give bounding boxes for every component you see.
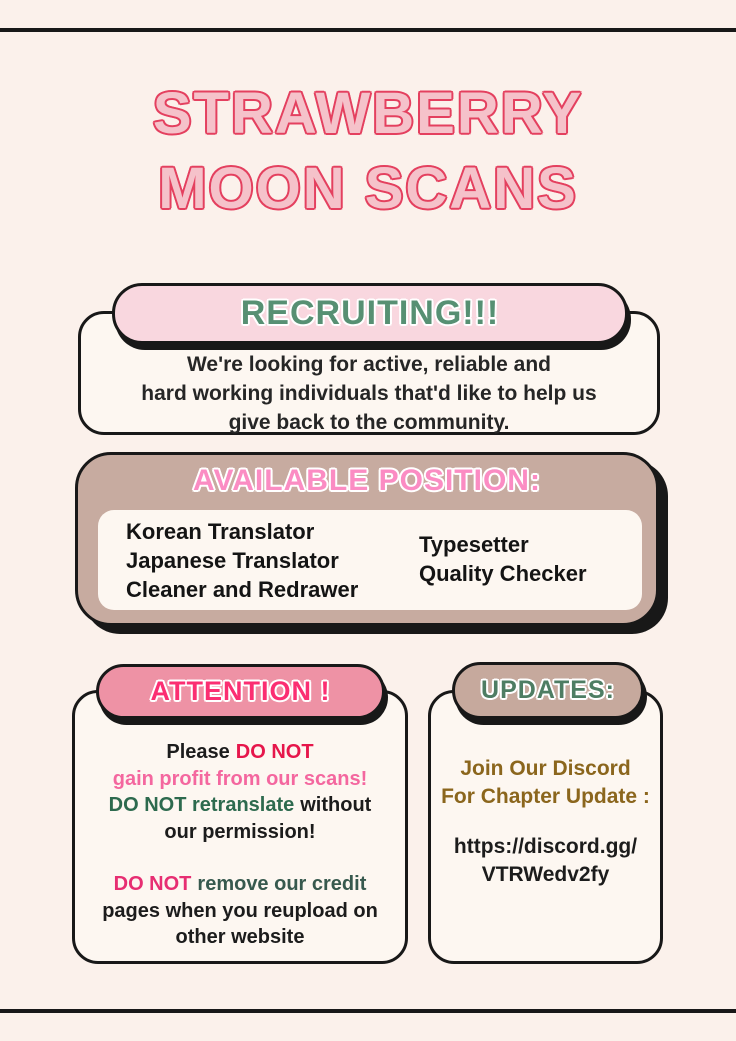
position-item: Korean Translator [126, 519, 315, 544]
top-divider [0, 28, 736, 32]
recruiting-body-line: give back to the community. [228, 411, 510, 434]
attention-do-not-retranslate: DO NOT retranslate [108, 794, 295, 816]
available-positions-card [75, 452, 659, 626]
discord-url-line: https://discord.gg/ [453, 835, 638, 858]
page-title-line1: STRAWBERRY [152, 81, 584, 146]
attention-body [75, 739, 405, 951]
page-title [0, 76, 736, 226]
discord-url [431, 833, 660, 889]
recruiting-banner-label: RECRUITING!!! [240, 294, 500, 332]
attention-line [75, 898, 405, 925]
positions-column-left [98, 510, 411, 610]
positions-panel [98, 510, 642, 610]
attention-line [75, 819, 405, 846]
position-item: Japanese Translator [126, 548, 339, 573]
recruiting-body-line: hard working individuals that'd like to help us [141, 382, 597, 405]
attention-card [72, 690, 408, 964]
bottom-divider [0, 1009, 736, 1013]
attention-line [75, 871, 405, 898]
updates-banner-label: UPDATES: [481, 676, 615, 704]
updates-body [431, 755, 660, 889]
recruiting-body-line: We're looking for active, reliable and [186, 353, 552, 376]
positions-column-right [411, 510, 587, 610]
position-item: Typesetter [419, 532, 529, 557]
paragraph-gap [75, 845, 405, 871]
attention-pages-line: pages when you reupload on [102, 899, 378, 922]
attention-banner [96, 664, 385, 719]
attention-our-permission: our permission! [164, 820, 316, 843]
attention-line [75, 924, 405, 951]
attention-gain-profit: gain profit from our scans! [112, 767, 368, 790]
attention-do-not-2: DO NOT [113, 873, 192, 895]
available-positions-title: AVAILABLE POSITION: [193, 464, 541, 497]
page-title-line2: MOON SCANS [158, 156, 578, 221]
attention-banner-label: ATTENTION ! [150, 676, 331, 706]
attention-line [75, 766, 405, 793]
discord-url-line: VTRWedv2fy [481, 863, 610, 886]
updates-discord-line: For Chapter Update : [441, 785, 650, 808]
attention-other-website: other website [175, 926, 305, 948]
attention-text-please: Please [166, 741, 230, 763]
position-item: Quality Checker [419, 561, 587, 586]
updates-discord-line: Join Our Discord [460, 757, 631, 780]
recruiting-body [81, 350, 657, 437]
attention-remove-credit: remove our credit [197, 873, 367, 895]
attention-line [75, 792, 405, 819]
updates-banner [452, 662, 644, 719]
attention-do-not-1: DO NOT [235, 741, 314, 763]
updates-discord-invite [431, 755, 660, 811]
position-item: Cleaner and Redrawer [126, 577, 359, 602]
updates-card [428, 690, 663, 964]
attention-without: without [300, 794, 372, 816]
attention-line [75, 739, 405, 766]
recruiting-banner [112, 283, 628, 344]
